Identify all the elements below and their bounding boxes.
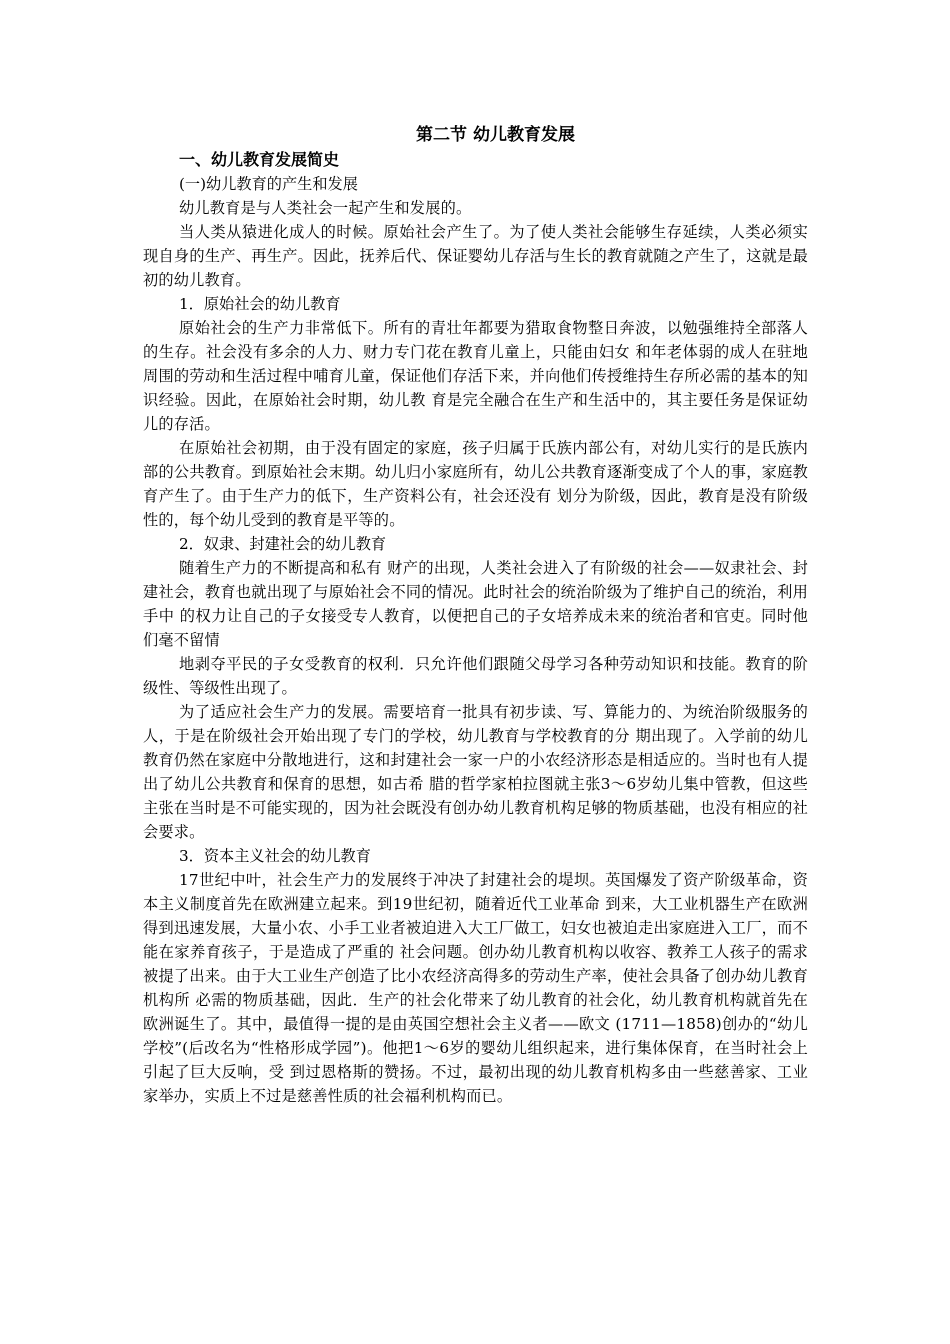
paragraph: 原始社会的生产力非常低下。所有的青壮年都要为猎取食物整日奔波，以勉强维持全部落人的生存。社会没有多余的人力、财力专门花在教育儿童上，只能由妇女 和年老体弱的成人在驻地周围的劳动和生活过程中哺育儿童，保证他们存活下来，并向他们传授维持生存所必需的基本的知识经验。因此，在原始社会时期，幼儿教 育是完全融合在生产和生活中的，其主要任务是保证幼儿的存活。 (143, 319, 808, 433)
paragraph: 随着生产力的不断提高和私有 财产的出现，人类社会进入了有阶级的社会——奴隶社会、封建社会，教育也就出现了与原始社会不同的情况。此时社会的统治阶级为了维护自己的统治，利用手中 的权力让自己的子女接受专人教育，以便把自己的子女培养成未来的统治者和官吏。同时他们毫不留情 (143, 559, 808, 649)
page-title: 第二节 幼儿教育发展 (416, 125, 575, 145)
paragraph: 在原始社会初期，由于没有固定的家庭，孩子归属于氏族内部公有，对幼儿实行的是氏族内部的公共教育。到原始社会末期。幼儿归小家庭所有，幼儿公共教育逐渐变成了个人的事，家庭教育产生了。由于生产力的低下，生产资料公有，社会还没有 划分为阶级，因此，教育是没有阶级性的，每个幼儿受到的教育是平等的。 (143, 439, 808, 529)
subheading-origin: (一)幼儿教育的产生和发展 (179, 175, 358, 193)
section-title-feudal: 2．奴隶、封建社会的幼儿教育 (179, 535, 387, 553)
paragraph: 地剥夺平民的子女受教育的权利．只允许他们跟随父母学习各种劳动知识和技能。教育的阶级性、等级性出现了。 (143, 655, 808, 697)
paragraph: 为了适应社会生产力的发展。需要培育一批具有初步读、写、算能力的、为统治阶级服务的人，于是在阶级社会开始出现了专门的学校，幼儿教育与学校教育的分 期出现了。入学前的幼儿教育仍然在家庭中分散地进行，这和封建社会一家一户的小农经济形态是相适应的。当时也有人提出了幼儿公共教育和保育的思想，如古希 腊的哲学家柏拉图就主张3～6岁幼儿集中管教，但这些主张在当时是不可能实现的，因为社会既没有创办幼儿教育机构足够的物质基础，也没有相应的社会要求。 (143, 703, 808, 841)
paragraph: 幼儿教育是与人类社会一起产生和发展的。 (179, 199, 472, 217)
paragraph: 当人类从猿进化成人的时候。原始社会产生了。为了使人类社会能够生存延续，人类必须实现自身的生产、再生产。因此，抚养后代、保证婴幼儿存活与生长的教育就随之产生了，这就是最初的幼儿教育。 (143, 223, 808, 289)
paragraph: 17世纪中叶，社会生产力的发展终于冲决了封建社会的堤坝。英国爆发了资产阶级革命，资本主义制度首先在欧洲建立起来。到19世纪初，随着近代工业革命 到来，大工业机器生产在欧洲得到迅速发展，大量小农、小手工业者被迫进入大工厂做工，妇女也被迫走出家庭进入工厂，而不能在家养育孩子，于是造成了严重的 社会问题。创办幼儿教育机构以收容、教养工人孩子的需求被提了出来。由于大工业生产创造了比小农经济高得多的劳动生产率，使社会具备了创办幼儿教育机构所 必需的物质基础，因此．生产的社会化带来了幼儿教育的社会化，幼儿教育机构就首先在欧洲诞生了。其中，最值得一提的是由英国空想社会主义者——欧文 (1711—1858)创办的“幼儿学校”(后改名为“性格形成学园”)。他把1～6岁的婴幼儿组织起来，进行集体保育，在当时社会上引起了巨大反响，受 到过恩格斯的赞扬。不过，最初出现的幼儿教育机构多由一些慈善家、工业家举办，实质上不过是慈善性质的社会福利机构而已。 (143, 871, 808, 1105)
section-title-primitive: 1．原始社会的幼儿教育 (179, 295, 341, 313)
document-page (143, 122, 808, 1108)
heading-history: 一、幼儿教育发展简史 (179, 150, 340, 169)
section-title-capitalist: 3．资本主义社会的幼儿教育 (179, 847, 371, 865)
